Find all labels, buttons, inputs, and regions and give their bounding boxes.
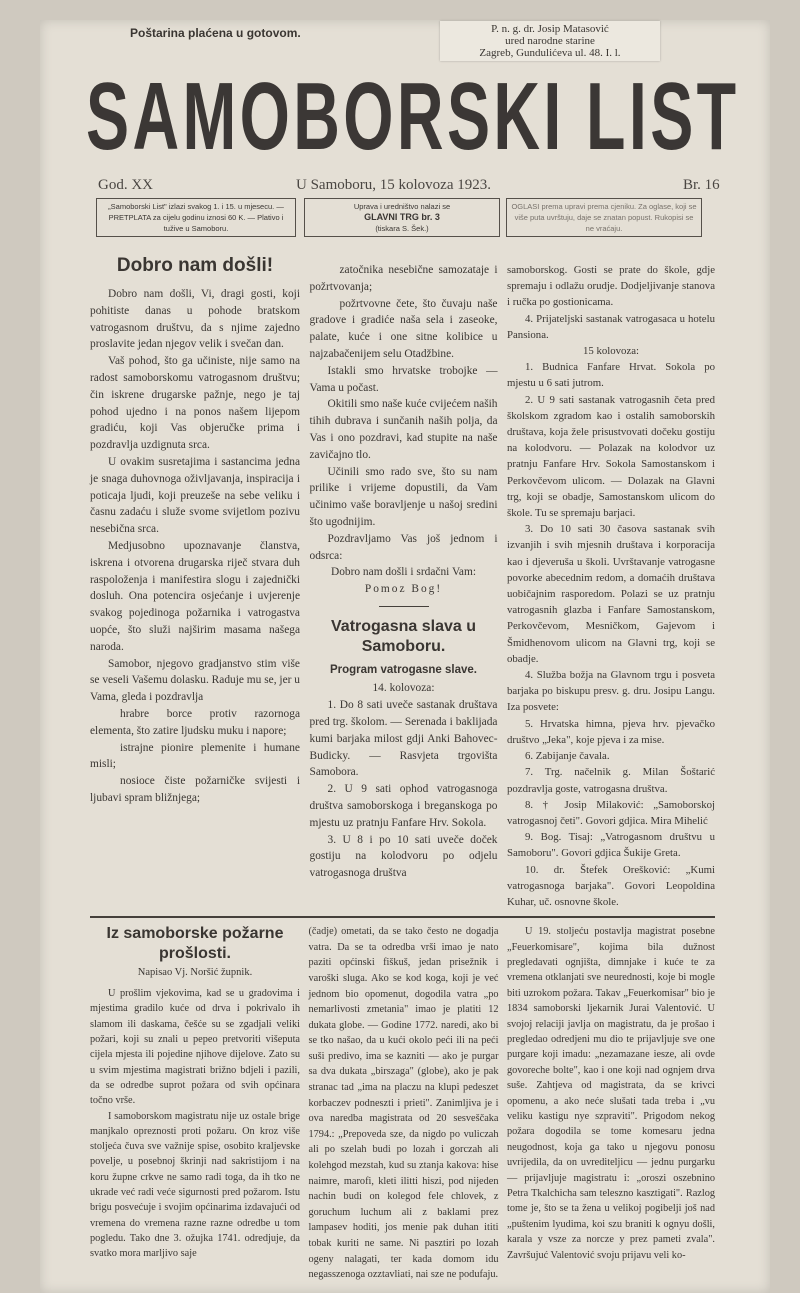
column-2-bottom [309,924,499,1283]
program-item: 7. Trg. načelnik g. Milan Šoštarić pozdravlja goste, vatrogasna društva. [507,766,715,795]
paragraph: (čadje) ometati, da se tako često ne dogadja vatra. Da se ta odredba vrši imao je nato paziti općinski fiškuš, jedan prisežnik i varoški sluga. Ako se kod koga, koji je već jednom bio opomenut, dogodila vatra „po nemarlivosti zmetania" imao je platiti 12 dukata globe. — Godine 1772. naredi, ako bi se tko našao, da u kući okolo peći ili na peći suši predivo, ima se kazniti — ako je purgar sa dva dukata „birszaga" (globe), ako je pak stranac tad „ima na placzu na klupi pedeszet korbaczev podneszti i prieti". Zanimljiva je i ova naredba magistrata od 20 sesveščaka 1794.: „Prepoveda sze, da nigdo po vuliczah ali po szelah budi po lozah i gorczah ali kolehgod mezstah, kud su ztanja kakova: hise naimre, marofi, kleti ilitti hiszi, pod nijeden nachin budi on kolegod fele chlovek, z goruchum luchum ali z baklami prez lampasev hoditi, jos menie pak duhan ititi tobak kuriti ne same. Ni pasztiri po lozah ogeny nalagati, ter kada domom idu negasszenoga ozztavliati, nai sze ne podufaju. [308,926,499,1281]
paragraph: U 19. stoljeću postavlja magistrat posebne „Feuerkomisare", kojima bila dužnost pregledavati ognjišta, dimnjake i kuće te za vremena otklanjati sve neurednosti, koje bi mogle biti uzrokom požara. Takav „Feuerkomisar" bio je 1834 samoborski ljekarnik Jurai Valentović. U svojoj relaciji javlja on magistratu, da je prošao i pregledao odredjeni mu dio te prijavljuje sve one purgare koji imadu: „nezamazane iesze, ali ovde govoreche bolte", kao i one koji nad ognjem drva suše. Zahtjeva od magistrata, da se krivci opomenu, a ako neće slušati tada treba i „vu veliku kastigu nye szpraviti". Prigodom nekog požara dogodila se tome komesaru jedna neugodnost, koja ga tako u njegovu ponosu uvrijedila, da on uvrediteljicu — jednu purgarku — prijavljuje magistratu i: „oroszi oszebnino Petra Tkalchicha sam teleszno kasztigati". Razlog tome je, što se ta žena u velikoj pogibelji još nad „puštenim lyudima, koi szu braniti k ognyu došli, karala y vsze za norcze y prez pameti zvala". Završujuć Valentović svoju prijavu veli ko- [507,926,715,1261]
closing-line: Pomoz Bog! [364,583,443,596]
column-3-top [507,254,715,910]
subscription-box: „Samoborski List" izlazi svakog 1. i 15. u mjesecu. — PRETPLATA za cijelu godinu iznosi 60 K. — Plativo i tužive u Samoboru. [96,198,296,237]
ads-box: OGLASI prema upravi prema cjeniku. Za oglase, koji se više puta uvrštuju, daje se znatan popust. Rukopisi se ne vraćaju. [506,198,702,237]
divider [379,606,429,608]
program-item: 3. Do 10 sati 30 časova sastanak svih izvanjih i svih mjesnih društava i korporacija kao i djeveruša u školi. Uvrštavanje vatrogasne povorke abecednim redom, a domaćih društava uobičajnim rasporedom. Polazi se uz pratnju vatrogasnih glazba i Fanfare Samostanskom, Perkovčevom, Mesničkom, Gajevom i Šmidhenovom ulicom na Glavni trg, koji se obadje. [507,523,715,665]
article-title: Iz samoborske požarne prošlosti. [106,925,284,963]
office-address: GLAVNI TRG br. 3 [364,212,440,222]
paragraph: Okitili smo naše kuće cvijećem naših tihih dubrava i sunčanih naših polja, da Vas i ono pozdravi, kad stupite na naše zavičajno tlo. [309,398,498,461]
section-divider [90,916,715,918]
program-item: 4. Služba božja na Glavnom trgu i posveta barjaka po biskupu presv. g. dru. Josipu Langu. Iza posvete: [507,669,715,714]
paragraph: Pozdravljamo Vas još jednom i odsrca: [309,532,498,562]
byline: Napisao Vj. Noršić župnik. [137,967,253,979]
program-item: 8. † Josip Milaković: „Samoborskoj vatrogasnoj četi". Govori gdjica. Mira Mihelić [507,798,715,827]
program-item: 6. Zabijanje čavala. [525,750,610,763]
paragraph: samoborskog. Gosti se prate do škole, gdje spremaju i odlažu orudje. Dodjeljivanje stanova i ručka po gostionicama. [507,264,715,309]
paragraph: Istakli smo hrvatske trobojke — Vama u počast. [309,364,498,394]
program-day: 14. kolovoza: [372,682,435,695]
office-line: Uprava i uredništvo nalazi se [353,202,451,211]
issue-number: Br. 16 [683,177,720,193]
program-item: 9. Bog. Tisaj: „Vatrogasnom društvu u Samoboru". Govori gdjica Šukije Greta. [507,831,715,860]
postage-note: Poštarina plaćena u gotovom. [130,26,301,40]
stamp-line: ured narodne starine [505,35,595,47]
program-item: 10. dr. Štefek Orešković: „Kumi vatrogasnoga barjaka". Govori Leopoldina Kuhar, uč. osnovne škole. [507,863,715,908]
program-item: 2. U 9 sati ophod vatrogasnoga društva samoborskoga i breganskoga po mjestu uz pratnju Fanfare Hrv. Sokola. [309,783,498,829]
program-item: 1. Do 8 sati uveče sastanak društava pred trg. školom. — Serenada i baklijada kumi barjaka milost gdji Anki Bahovec-Budicky. — Rasvjeta trgovišta Samobora. [309,699,498,779]
program-item: 1. Budnica Fanfare Hrvat. Sokola po mjestu u 6 sati jutrom. [507,361,715,390]
program-item: 5. Hrvatska himna, pjeva hrv. pjevačko društvo „Jeka", koje pjeva i za mise. [507,717,715,746]
volume-year: God. XX [98,177,153,193]
masthead-title: SAMOBORSKI LIST [86,63,740,170]
paragraph: Samobor, njegovo gradjanstvo stim više se veseli Vašemu dolasku. Raduje mu se, jer u Vama, gleda i pozdravlja [90,657,300,704]
article-title: Vatrogasna slava u Samoboru. [331,618,476,656]
paragraph: nosioce čiste požarničke svijesti i ljubavi spram bližnjega; [90,775,300,804]
paragraph: U ovakim susretajima i sastancima jedna je snaga duhovnoga oživljavanja, inspiracija i poticaja ljudi, koji preuzeše na sebe veliku i časnu zadaću i služe svome svijetlom pozivu nesebična srca. [90,455,300,536]
column-1-bottom [90,924,300,1261]
program-item: 2. U 9 sati sastanak vatrogasnih četa pred školskom zgradom kao i ostalih samoborskih društava, koja žele prisustvovati dočeku gostiju na kolodvoru. — Polazak na kolodvor uz pratnju Fanfare Hrv. Sokola Samostanskom i Perkovčevom ulicom. — Dolazak na Glavni trg, koji se obadje, Samostanskom ulicom do škole. Tu se spremaju barjaci. [507,393,715,520]
closing-line: Dobro nam došli i srdačni Vam: [330,566,476,579]
paragraph: zatočnika nesebične samozataje i požrtvovanja; [309,264,498,293]
article-subtitle: Program vatrogasne slave. [329,664,477,677]
paragraph: I samoborskom magistratu nije uz ostale brige manjkalo opreznosti proti požaru. On kroz više stoljeća čuva sve važnije spise, osobito kraljevske povelje, u posebnoj škrinji nad sakristijom i na koru župne crkve ne samo radi toga, da ih tko ne ukrade već radi veće sigurnosti pred požarom. Istu brigu posvećuje i svojim općinarima izdavajući od vremena do vremena razne razne odredbe u tom pogledu. Tako dne 3. ožujka 1741. odredjuje, da svatko mora marljivo saje [90,1110,300,1260]
column-2-top [310,254,498,882]
paragraph: Dobro nam došli, Vi, dragi gosti, koji pohitiste danas u pohode bratskom vatrogasnom društvu, da s njime zajedno proslavite jedan njegov velik i svečan dan. [90,288,300,351]
stamp-line: P. n. g. dr. Josip Matasović [491,23,609,35]
paragraph: hrabre borce protiv razornoga elementa, što zatire ljudsku muku i napore; [90,707,300,737]
column-3-bottom [507,924,715,1263]
column-1-top [90,254,300,807]
program-item: 4. Prijateljski sastanak vatrogasaca u hotelu Pansiona. [507,312,715,341]
paragraph: istrajne pionire plemenite i humane misli; [90,741,300,771]
bottom-section [90,924,715,1283]
article-title: Dobro nam došli! [116,255,274,276]
top-section [90,254,715,910]
stamp-line: Zagreb, Gundulićeva ul. 48. I. l. [479,47,621,59]
program-item: 3. U 8 i po 10 sati uveče doček gostiju na kolodvoru po odjelu vatrogasnoga društva [309,833,498,880]
page-body [90,20,715,1283]
newspaper-page [40,20,770,1293]
paragraph: Medjusobno upoznavanje članstva, iskrena i otvorena drugarska riječ stvara duh raspoloženja i manifestira slogu i zajednički dosluh. Ona potencira osjećanje i uvjerenje svakog pojedinoga požarnika i vatrogastva uopće, što služi najširim masama našega naroda. [90,539,300,653]
paragraph: požrtvovne čete, što čuvaju naše gradove i gradiće naša sela i zaseoke, palate, kuće i one sitne kolibice u najzabačenijem selu Otadžbine. [309,297,498,360]
paragraph: U prošlim vjekovima, kad se u gradovima i mjestima gradilo kuće od drva i pokrivalo ih slamom ili daskama, češće su se zgadjali veliki požari, koji su znali u pepeo pretvoriti višeputa cijela mjesta ili pojedine njihove dijelove. Zato su u svim mjestima magistrati brižno bdjeli i pazili, da se odredbe suprot požara od svih općinara točno vrše. [90,988,300,1107]
paragraph: Vaš pohod, što ga učiniste, nije samo na radost samoborskomu vatrogasnom društvu; čin iskrene drugarske pažnje, nego je taj pohod ujedno i na ponos našem lijepom gradiću, koji Vas objeručke prima i pozdravlja uzdignuta srca. [90,355,300,452]
issue-date: U Samoboru, 15 kolovoza 1923. [296,177,491,193]
program-day: 15 kolovoza: [582,345,640,358]
office-line: (tiskara S. Šek.) [375,224,429,233]
paragraph: Učinili smo rado sve, što su nam prilike i vrijeme dopustili, da Vam učinimo vaše boravljenje u našoj sredini što ugodnijim. [309,465,498,528]
